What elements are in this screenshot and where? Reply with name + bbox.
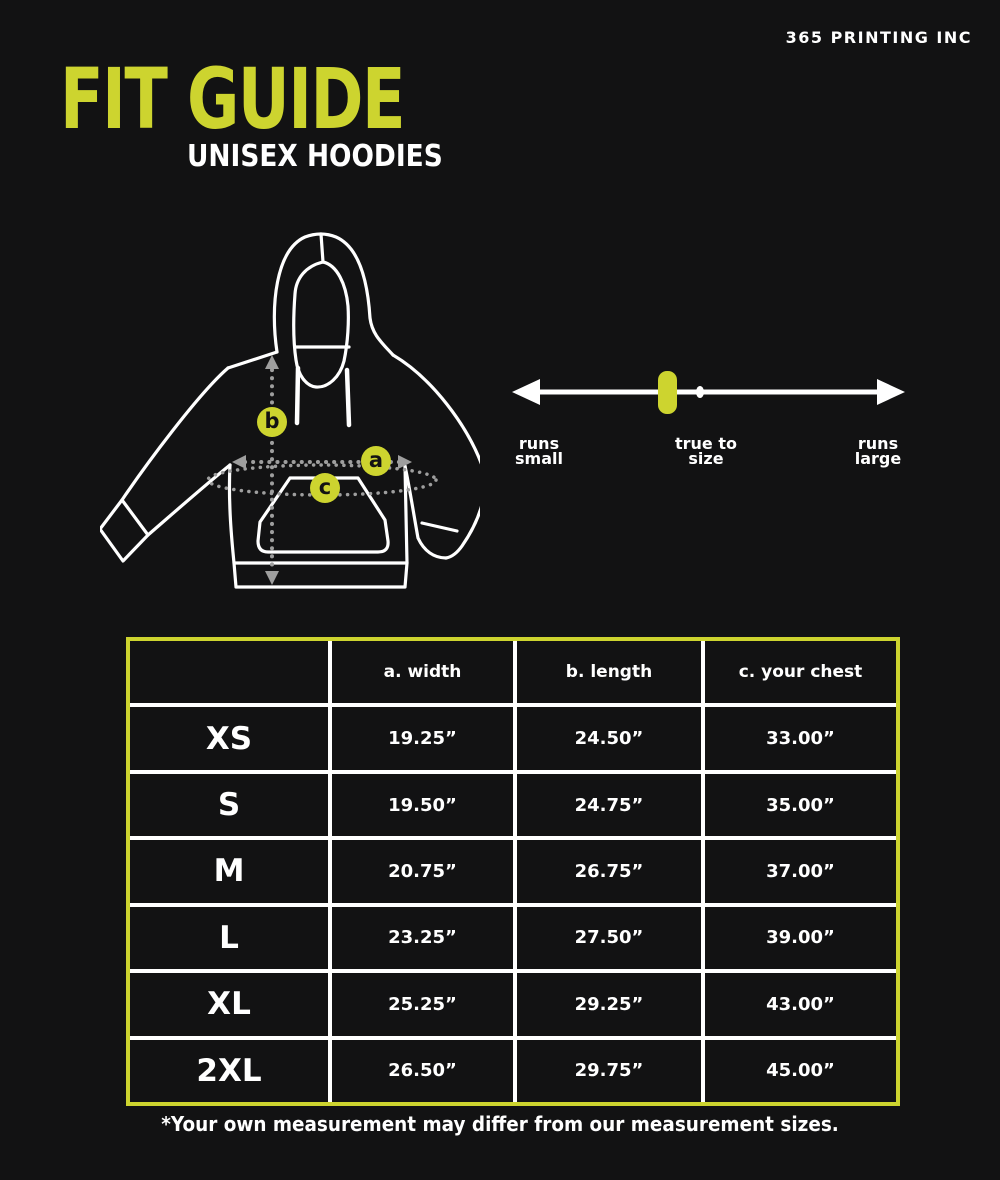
value-l-chest: 39.00” [705,907,896,969]
value-xl-chest: 43.00” [705,973,896,1035]
right-sleeve-inner [405,466,446,558]
value-2xl-width: 26.50” [332,1040,513,1102]
footnote: *Your own measurement may differ from our measurement sizes. [161,1112,839,1136]
scale-arrowhead-right [877,379,905,405]
size-label-xs: XS [130,707,328,769]
size-label-m: M [130,840,328,902]
right-cuff-line [422,523,457,531]
body-left-edge [229,465,234,563]
hood-outer [274,234,393,355]
size-label-xl: XL [130,973,328,1035]
hoodie-line-art [100,228,480,605]
scale-label-line: true to [675,434,737,453]
scale-midpoint-dot [696,386,704,398]
value-m-chest: 37.00” [705,840,896,902]
scale-label-line: runs [518,434,560,453]
value-xs-chest: 33.00” [705,707,896,769]
scale-label-line: large [854,449,902,468]
hood-seam [321,234,323,262]
scale-label-runs-small [494,436,584,466]
value-m-length: 26.75” [517,840,701,902]
value-s-chest: 35.00” [705,774,896,836]
length-arrow-down [265,571,279,585]
scale-label-line: size [688,449,724,468]
marker-c: c [310,473,340,503]
page-subtitle: UNISEX HOODIES [187,139,443,174]
size-label-l: L [130,907,328,969]
size-label-2xl: 2XL [130,1040,328,1102]
hoodie-diagram [100,228,480,605]
marker-b: b [257,407,287,437]
scale-label-runs-large [833,436,923,466]
value-xs-width: 19.25” [332,707,513,769]
value-m-width: 20.75” [332,840,513,902]
width-arrow-left [232,455,246,469]
scale-label-line: small [515,449,563,468]
hood-opening [294,262,349,387]
marker-a: a [361,446,391,476]
value-xl-length: 29.25” [517,973,701,1035]
size-table [126,637,900,1106]
col-header-length: b. length [517,641,701,703]
value-xl-width: 25.25” [332,973,513,1035]
value-s-length: 24.75” [517,774,701,836]
scale-label-true-to-size [661,436,751,466]
value-l-width: 23.25” [332,907,513,969]
fit-scale-arrow [505,355,915,417]
left-sleeve-inner [148,465,230,535]
hoodie-outline [100,234,480,587]
brand-name: 365 PRINTING INC [785,28,972,47]
drawstrings [297,368,349,425]
value-xs-length: 24.50” [517,707,701,769]
fit-scale [505,355,915,473]
length-arrow-up [265,355,279,369]
value-s-width: 19.50” [332,774,513,836]
scale-label-line: runs [857,434,899,453]
corner-cell [130,641,328,703]
size-label-s: S [130,774,328,836]
page-title: FIT GUIDE [60,50,405,148]
value-2xl-length: 29.75” [517,1040,701,1102]
hem-band [234,563,407,587]
left-cuff [100,500,148,561]
col-header-width: a. width [332,641,513,703]
col-header-chest: c. your chest [705,641,896,703]
value-2xl-chest: 45.00” [705,1040,896,1102]
value-l-length: 27.50” [517,907,701,969]
scale-arrowhead-left [512,379,540,405]
fit-indicator-marker [658,371,677,414]
